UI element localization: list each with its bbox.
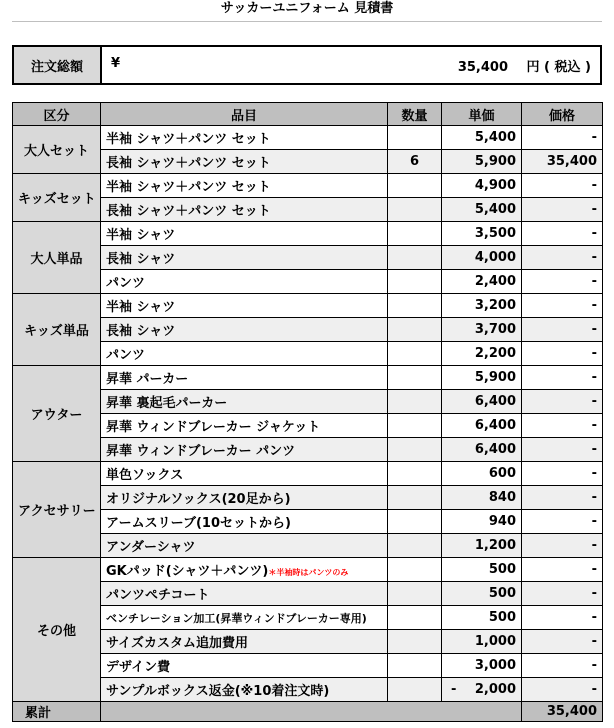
table-row: [13, 678, 603, 702]
unit-price-cell: [442, 630, 522, 654]
table-row: [13, 414, 603, 438]
negative-sign: -: [451, 682, 457, 697]
table-row: [13, 582, 603, 606]
item-name: 昇華 パーカー: [106, 372, 189, 387]
header-item: 品目: [101, 103, 388, 126]
item-note: ＊半袖時はパンツのみ: [268, 568, 349, 577]
item-cell: [101, 582, 388, 606]
item-name: デザイン費: [106, 660, 171, 675]
unit-price-cell: [442, 126, 522, 150]
quantity-cell[interactable]: [388, 270, 442, 294]
quantity-cell[interactable]: [388, 174, 442, 198]
summary-spacer: [101, 702, 522, 722]
item-cell: [101, 390, 388, 414]
item-cell: [101, 150, 388, 174]
quantity-cell[interactable]: [388, 630, 442, 654]
unit-price-cell: [442, 246, 522, 270]
unit-price-value: 940: [488, 514, 516, 529]
order-total-value: [101, 46, 601, 84]
item-name: 長袖 シャツ: [106, 324, 176, 339]
quantity-cell[interactable]: [388, 294, 442, 318]
category-cell: キッズセット: [13, 174, 101, 222]
unit-price-cell: [442, 366, 522, 390]
amount-cell: -: [522, 270, 603, 294]
unit-price-cell: [442, 462, 522, 486]
unit-price-cell: [442, 438, 522, 462]
item-cell: [101, 678, 388, 702]
unit-price-cell: [442, 486, 522, 510]
amount-cell: -: [522, 534, 603, 558]
document-title: サッカーユニフォーム 見積書: [220, 1, 394, 16]
unit-price-cell: [442, 582, 522, 606]
table-row: [13, 150, 603, 174]
unit-price-value: 3,200: [474, 298, 516, 313]
amount-cell: -: [522, 318, 603, 342]
unit-price-cell: [442, 294, 522, 318]
amount-cell: -: [522, 222, 603, 246]
item-cell: [101, 606, 388, 630]
quantity-cell[interactable]: [388, 198, 442, 222]
amount-cell: -: [522, 438, 603, 462]
table-row: [13, 342, 603, 366]
unit-price-value: 500: [488, 562, 516, 577]
category-cell: 大人セット: [13, 126, 101, 174]
table-row: [13, 222, 603, 246]
unit-price-value: 5,400: [474, 130, 516, 145]
unit-price-cell: [442, 678, 522, 702]
unit-price-value: 4,000: [474, 250, 516, 265]
amount-cell: -: [522, 510, 603, 534]
table-row: [13, 630, 603, 654]
item-name: パンツペチコート: [106, 588, 210, 603]
table-row: [13, 534, 603, 558]
amount-cell: -: [522, 486, 603, 510]
item-name: 単色ソックス: [106, 468, 184, 483]
quantity-cell[interactable]: [388, 558, 442, 582]
item-cell: [101, 462, 388, 486]
item-name: 昇華 裏起毛パーカー: [106, 396, 228, 411]
quantity-cell[interactable]: [388, 678, 442, 702]
header-amount: 価格: [522, 103, 603, 126]
amount-cell: -: [522, 366, 603, 390]
amount-cell: -: [522, 342, 603, 366]
quantity-cell[interactable]: [388, 246, 442, 270]
quantity-cell[interactable]: [388, 654, 442, 678]
unit-price-value: 3,000: [474, 658, 516, 673]
amount-cell: -: [522, 198, 603, 222]
table-row: [13, 654, 603, 678]
unit-price-cell: [442, 414, 522, 438]
quantity-cell[interactable]: [388, 366, 442, 390]
unit-price-cell: [442, 198, 522, 222]
item-name: GKパッド(シャツ＋パンツ): [106, 564, 269, 579]
unit-price-cell: [442, 342, 522, 366]
table-row: [13, 366, 603, 390]
amount-cell: -: [522, 294, 603, 318]
header-quantity: 数量: [388, 103, 442, 126]
item-cell: [101, 246, 388, 270]
table-row: [13, 558, 603, 582]
quantity-cell[interactable]: [388, 582, 442, 606]
item-cell: [101, 510, 388, 534]
unit-price-value: 5,900: [474, 370, 516, 385]
summary-label: 累計: [13, 702, 101, 722]
item-name: 半袖 シャツ: [106, 300, 176, 315]
table-row: [13, 606, 603, 630]
item-name: 長袖 シャツ＋パンツ セット: [106, 204, 271, 219]
amount-cell: -: [522, 606, 603, 630]
table-row: [13, 294, 603, 318]
unit-price-cell: [442, 390, 522, 414]
item-name: サンプルボックス返金(※10着注文時): [106, 684, 330, 699]
table-row: [13, 486, 603, 510]
item-name: アームスリーブ(10セットから): [106, 516, 291, 531]
item-cell: [101, 270, 388, 294]
unit-price-cell: [442, 174, 522, 198]
unit-price-cell: [442, 606, 522, 630]
table-header-row: [13, 103, 603, 126]
summary-row: [13, 702, 603, 722]
category-cell: アウター: [13, 366, 101, 462]
item-name: オリジナルソックス(20足から): [106, 492, 291, 507]
item-name: 長袖 シャツ＋パンツ セット: [106, 156, 271, 171]
unit-price-value: 5,900: [474, 154, 516, 169]
item-cell: [101, 222, 388, 246]
quantity-cell[interactable]: [388, 510, 442, 534]
quantity-cell[interactable]: [388, 486, 442, 510]
category-cell: キッズ単品: [13, 294, 101, 366]
table-row: [13, 270, 603, 294]
unit-price-value: 3,500: [474, 226, 516, 241]
amount-cell: -: [522, 678, 603, 702]
amount-cell: -: [522, 246, 603, 270]
unit-price-cell: [442, 510, 522, 534]
quantity-cell[interactable]: [388, 342, 442, 366]
amount-cell: -: [522, 630, 603, 654]
quantity-cell[interactable]: 6: [388, 150, 442, 174]
item-name: 昇華 ウィンドブレーカー ジャケット: [106, 420, 321, 435]
item-name: ベンチレーション加工(昇華ウィンドブレーカー専用): [106, 611, 367, 625]
summary-amount: 35,400: [522, 702, 603, 722]
item-cell: [101, 294, 388, 318]
unit-price-value: 4,900: [474, 178, 516, 193]
item-cell: [101, 486, 388, 510]
quantity-cell[interactable]: [388, 126, 442, 150]
unit-price-cell: [442, 222, 522, 246]
unit-price-cell: [442, 150, 522, 174]
item-cell: [101, 318, 388, 342]
item-cell: [101, 654, 388, 678]
unit-price-value: 2,200: [474, 346, 516, 361]
order-total-unit: 円 ( 税込 ): [526, 59, 591, 75]
item-name: パンツ: [106, 348, 146, 363]
amount-cell: -: [522, 654, 603, 678]
table-row: [13, 246, 603, 270]
unit-price-value: 500: [488, 586, 516, 601]
unit-price-value: 5,400: [474, 202, 516, 217]
amount-cell: -: [522, 390, 603, 414]
amount-cell: -: [522, 558, 603, 582]
item-name: パンツ: [106, 276, 146, 291]
amount-cell: -: [522, 174, 603, 198]
category-cell: 大人単品: [13, 222, 101, 294]
item-name: 昇華 ウィンドブレーカー パンツ: [106, 444, 296, 459]
item-name: サイズカスタム追加費用: [106, 636, 248, 651]
quantity-cell[interactable]: [388, 222, 442, 246]
item-cell: [101, 438, 388, 462]
unit-price-value: 840: [488, 490, 516, 505]
quantity-cell[interactable]: [388, 606, 442, 630]
item-cell: [101, 126, 388, 150]
item-cell: [101, 174, 388, 198]
table-row: [13, 510, 603, 534]
amount-cell: -: [522, 414, 603, 438]
header-category: 区分: [13, 103, 101, 126]
order-total-label: 注文総額: [13, 46, 101, 84]
estimate-table: [12, 102, 603, 722]
item-name: 長袖 シャツ: [106, 252, 176, 267]
table-row: [13, 126, 603, 150]
unit-price-cell: [442, 558, 522, 582]
item-name: 半袖 シャツ＋パンツ セット: [106, 132, 271, 147]
unit-price-cell: [442, 270, 522, 294]
quantity-cell[interactable]: [388, 534, 442, 558]
table-row: [13, 198, 603, 222]
item-cell: [101, 630, 388, 654]
item-cell: [101, 342, 388, 366]
category-cell: アクセサリー: [13, 462, 101, 558]
unit-price-value: 2,400: [474, 274, 516, 289]
item-cell: [101, 366, 388, 390]
title-underline: [12, 21, 602, 22]
item-cell: [101, 534, 388, 558]
item-name: アンダーシャツ: [106, 540, 196, 555]
estimate-table-body: [13, 126, 603, 722]
unit-price-cell: [442, 654, 522, 678]
quantity-cell[interactable]: [388, 318, 442, 342]
amount-cell: -: [522, 462, 603, 486]
item-name: 半袖 シャツ＋パンツ セット: [106, 180, 271, 195]
order-total-box: [12, 45, 602, 85]
quantity-cell[interactable]: [388, 414, 442, 438]
quantity-cell[interactable]: [388, 390, 442, 414]
currency-symbol: ¥: [111, 55, 121, 71]
amount-cell: -: [522, 582, 603, 606]
table-row: [13, 462, 603, 486]
unit-price-value: 2,000: [474, 682, 516, 697]
unit-price-value: 1,000: [474, 634, 516, 649]
table-row: [13, 174, 603, 198]
amount-cell: 35,400: [522, 150, 603, 174]
item-cell: [101, 198, 388, 222]
item-name: 半袖 シャツ: [106, 228, 176, 243]
unit-price-value: 500: [488, 610, 516, 625]
table-row: [13, 438, 603, 462]
amount-cell: -: [522, 126, 603, 150]
unit-price-value: 6,400: [474, 394, 516, 409]
item-cell: [101, 558, 388, 582]
unit-price-value: 1,200: [474, 538, 516, 553]
unit-price-value: 6,400: [474, 442, 516, 457]
quantity-cell[interactable]: [388, 438, 442, 462]
unit-price-value: 600: [488, 466, 516, 481]
unit-price-cell: [442, 318, 522, 342]
table-row: [13, 390, 603, 414]
unit-price-value: 6,400: [474, 418, 516, 433]
order-total-amount: 35,400: [457, 59, 508, 75]
category-cell: その他: [13, 558, 101, 702]
quantity-cell[interactable]: [388, 462, 442, 486]
table-row: [13, 318, 603, 342]
unit-price-cell: [442, 534, 522, 558]
unit-price-value: 3,700: [474, 322, 516, 337]
header-unit-price: 単価: [442, 103, 522, 126]
item-cell: [101, 414, 388, 438]
